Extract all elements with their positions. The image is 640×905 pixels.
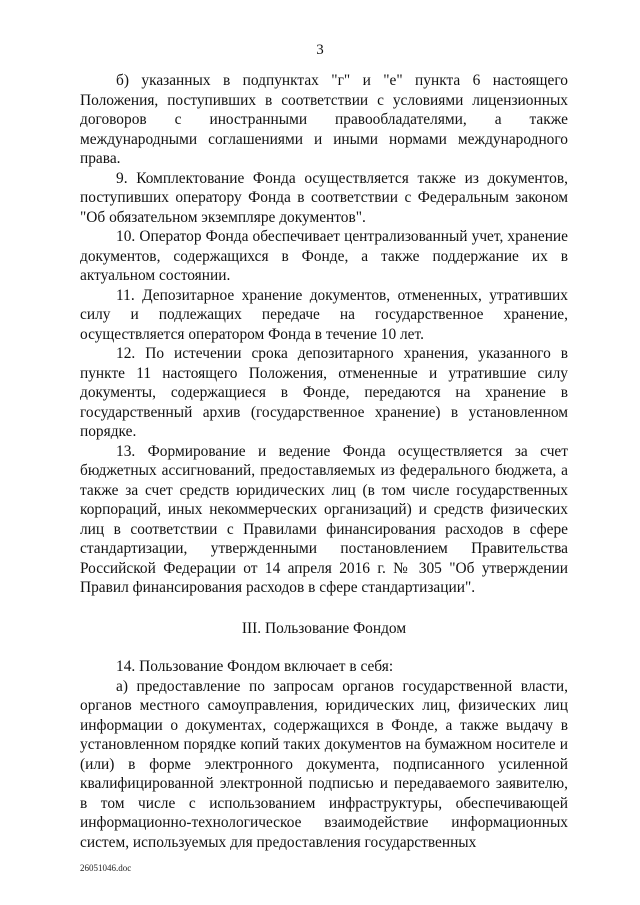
paragraph-item-b: б) указанных в подпунктах "г" и "е" пункта 6 настоящего Положения, поступивших в соответствии с условиями лицензионных договоров с иностранными правообладателями, а также международными соглашениями и иными нормами международного права. xyxy=(80,72,568,167)
paragraph-14-item-a: а) предоставление по запросам органов государственной власти, органов местного самоуправления, юридических лиц, физических лиц информации о документах, содержащихся в Фонде, а также выдачу в установленном порядке копий таких документов на бумажном носителе и (или) в форме электронного документа, подписанного усиленной квалифицированной электронной подписью и передаваемого заявителю, в том числе с использованием инфраструктуры, обеспечивающей информационно-технологическое взаимодействие информационных систем, используемых для предоставления государственных xyxy=(80,677,568,851)
section-heading: III. Пользование Фондом xyxy=(241,619,407,637)
paragraph-10: 10. Оператор Фонда обеспечивает централизованный учет, хранение документов, содержащихся в Фонде, а также поддержание их в актуальном состоянии. xyxy=(80,228,568,284)
paragraph-9: 9. Комплектование Фонда осуществляется также из документов, поступивших оператору Фонда в соответствии с Федеральным законом "Об обязательном экземпляре документов". xyxy=(80,169,568,226)
paragraph-11: 11. Депозитарное хранение документов, отмененных, утративших силу и подлежащих передаче на государственное хранение, осуществляется оператором Фонда в течение 10 лет. xyxy=(80,286,568,343)
paragraph-14: 14. Пользование Фондом включает в себя: xyxy=(116,658,394,675)
paragraph-12: 12. По истечении срока депозитарного хранения, указанного в пункте 11 настоящего Положения, отмененные и утратившие силу документы, содержащиеся в Фонде, передаются на хранение в государственный архив (государственное хранение) в установленном порядке. xyxy=(80,345,568,440)
file-name-footer: 26051046.doc xyxy=(80,863,132,873)
page-number: 3 xyxy=(316,42,324,58)
paragraph-13: 13. Формирование и ведение Фонда осуществляется за счет бюджетных ассигнований, предоставляемых из федерального бюджета, а также за счет средств юридических лиц (в том числе государственных корпораций, иных некоммерческих организаций) и средств физических лиц в соответствии с Правилами финансирования расходов в сфере стандартизации, утвержденными постановлением Правительства Российской Федерации от 14 апреля 2016 г. № 305 "Об утверждении Правил финансирования расходов в сфере стандартизации". xyxy=(80,442,568,596)
document-body xyxy=(80,71,568,852)
